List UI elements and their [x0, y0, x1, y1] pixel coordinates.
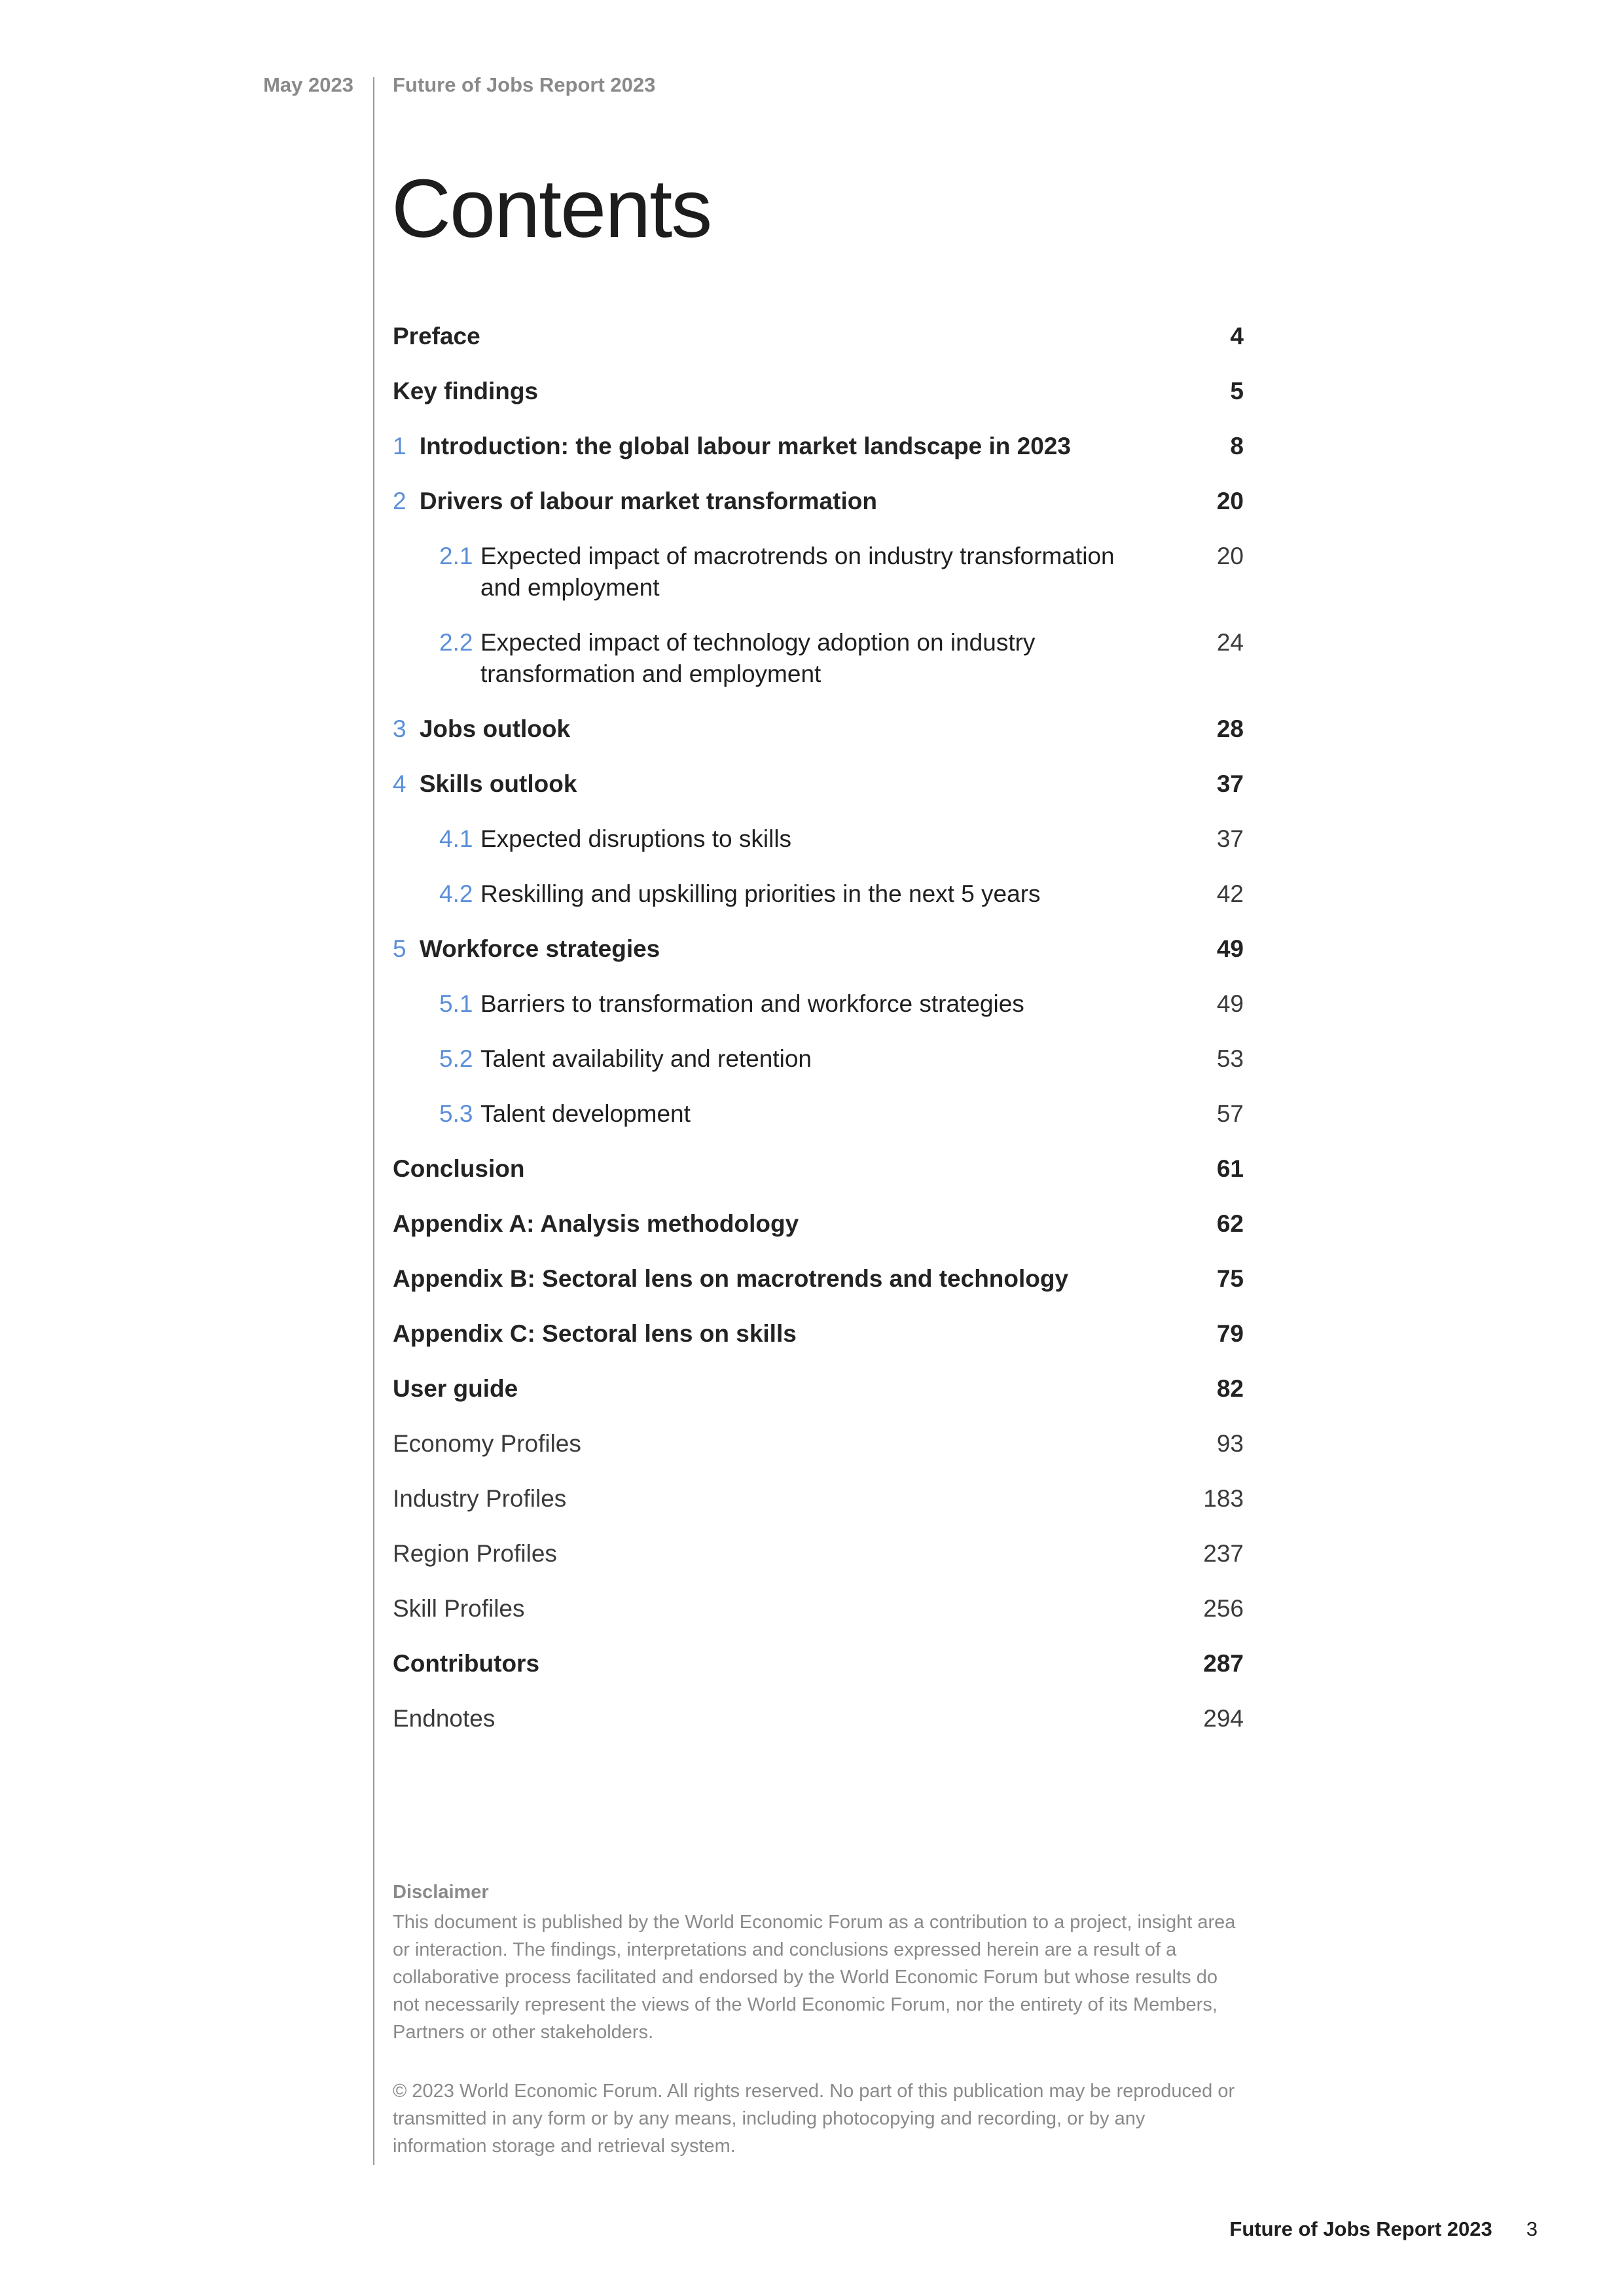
- toc-entry[interactable]: [393, 1208, 1244, 1240]
- toc-entry-text: [393, 823, 1146, 855]
- toc-entry-text: [393, 988, 1146, 1020]
- toc-entry-label: Appendix B: Sectoral lens on macrotrends and technology: [393, 1265, 1069, 1292]
- toc-entry[interactable]: [393, 1593, 1244, 1624]
- header-date: May 2023: [263, 73, 353, 96]
- toc-entry-label: Expected impact of technology adoption on industry transformation and employment: [480, 629, 1036, 687]
- toc-entry-label: Talent development: [480, 1100, 691, 1127]
- toc-entry-text: [393, 1703, 1146, 1734]
- toc-entry-text: [393, 1043, 1146, 1075]
- toc-entry[interactable]: [393, 1483, 1244, 1515]
- toc-entry-text: [393, 1483, 1146, 1515]
- toc-entry-text: [393, 933, 1146, 965]
- toc-entry-page: 82: [1216, 1375, 1244, 1402]
- toc-entry-page: 37: [1216, 770, 1244, 797]
- toc-entry-label: User guide: [393, 1375, 518, 1402]
- toc-entry-page: 237: [1203, 1540, 1244, 1567]
- toc-entry-page: 28: [1216, 715, 1244, 742]
- toc-entry[interactable]: [393, 988, 1244, 1020]
- toc-entry-number: 5: [393, 935, 406, 962]
- toc-entry[interactable]: [393, 321, 1244, 352]
- toc-entry[interactable]: [393, 376, 1244, 407]
- toc-entry[interactable]: [393, 933, 1244, 965]
- toc-entry-label: Skills outlook: [419, 770, 577, 797]
- toc-entry-text: [393, 1263, 1146, 1295]
- toc-entry-number: 2.1: [439, 543, 473, 569]
- toc-entry-page: 49: [1216, 990, 1244, 1017]
- toc-entry[interactable]: [393, 431, 1244, 462]
- toc-entry-page: 5: [1230, 378, 1244, 404]
- toc-entry-page: 20: [1216, 543, 1244, 569]
- toc-entry-page: 4: [1230, 323, 1244, 350]
- toc-entry[interactable]: [393, 1043, 1244, 1075]
- toc-entry-text: [393, 321, 1146, 352]
- disclaimer-heading: Disclaimer: [393, 1882, 489, 1903]
- header-report-title: Future of Jobs Report 2023: [393, 73, 656, 96]
- toc-entry-text: [393, 627, 1146, 690]
- toc-entry-page: 57: [1216, 1100, 1244, 1127]
- toc-entry-number: 3: [393, 715, 406, 742]
- toc-entry-text: [393, 1428, 1146, 1460]
- toc-entry-page: 256: [1203, 1595, 1244, 1622]
- toc-entry-label: Barriers to transformation and workforce strategies: [480, 990, 1024, 1017]
- toc-entry-number: 1: [393, 433, 406, 459]
- toc-entry-text: [393, 376, 1146, 407]
- toc-entry-label: Appendix A: Analysis methodology: [393, 1210, 799, 1237]
- toc-entry[interactable]: [393, 1703, 1244, 1734]
- toc-entry-text: [393, 541, 1146, 603]
- table-of-contents: [393, 321, 1244, 1758]
- page-title: Contents: [391, 162, 712, 255]
- toc-entry-label: Workforce strategies: [419, 935, 660, 962]
- toc-entry-number: 5.2: [439, 1045, 473, 1072]
- toc-entry[interactable]: [393, 1153, 1244, 1185]
- toc-entry[interactable]: [393, 1538, 1244, 1570]
- toc-entry-page: 8: [1230, 433, 1244, 459]
- toc-entry-label: Key findings: [393, 378, 539, 404]
- copyright-notice: © 2023 World Economic Forum. All rights reserved. No part of this publication may be reproduced or transmitted in any form or by any means, including photocopying and recording, or by any information storage and retrieval system.: [393, 2081, 1235, 2157]
- toc-entry-page: 53: [1216, 1045, 1244, 1072]
- toc-entry-text: [393, 1153, 1146, 1185]
- toc-entry[interactable]: [393, 486, 1244, 517]
- toc-entry-number: 4: [393, 770, 406, 797]
- toc-entry-page: 93: [1216, 1430, 1244, 1457]
- toc-entry-label: Conclusion: [393, 1155, 525, 1182]
- disclaimer-section: [393, 1882, 1244, 2160]
- toc-entry-page: 75: [1216, 1265, 1244, 1292]
- toc-entry[interactable]: [393, 1263, 1244, 1295]
- toc-entry-text: [393, 1593, 1146, 1624]
- toc-entry-label: Jobs outlook: [419, 715, 571, 742]
- toc-entry[interactable]: [393, 878, 1244, 910]
- toc-entry-text: [393, 1648, 1146, 1679]
- toc-entry[interactable]: [393, 1098, 1244, 1130]
- toc-entry-label: Drivers of labour market transformation: [419, 488, 877, 514]
- toc-entry-label: Expected impact of macrotrends on industry transformation and employment: [480, 543, 1115, 601]
- toc-entry-text: [393, 713, 1146, 745]
- toc-entry-text: [393, 1208, 1146, 1240]
- toc-entry-label: Skill Profiles: [393, 1595, 525, 1622]
- page-number: 3: [1526, 2217, 1538, 2240]
- toc-entry[interactable]: [393, 1373, 1244, 1405]
- toc-entry-label: Preface: [393, 323, 480, 350]
- toc-entry[interactable]: [393, 1428, 1244, 1460]
- toc-entry-label: Expected disruptions to skills: [480, 825, 792, 852]
- toc-entry-text: [393, 1373, 1146, 1405]
- page-footer: [1229, 2217, 1538, 2241]
- toc-entry-page: 61: [1216, 1155, 1244, 1182]
- toc-entry-number: 5.1: [439, 990, 473, 1017]
- toc-entry-label: Endnotes: [393, 1705, 496, 1732]
- toc-entry-label: Economy Profiles: [393, 1430, 581, 1457]
- toc-entry[interactable]: [393, 823, 1244, 855]
- toc-entry-page: 79: [1216, 1320, 1244, 1347]
- toc-entry-text: [393, 1318, 1146, 1350]
- toc-entry-page: 62: [1216, 1210, 1244, 1237]
- toc-entry[interactable]: [393, 627, 1244, 690]
- toc-entry-text: [393, 878, 1146, 910]
- toc-entry-text: [393, 431, 1146, 462]
- toc-entry-text: [393, 1538, 1146, 1570]
- toc-entry-text: [393, 486, 1146, 517]
- footer-report-title: Future of Jobs Report 2023: [1229, 2217, 1492, 2240]
- toc-entry-page: 37: [1216, 825, 1244, 852]
- toc-entry-page: 42: [1216, 880, 1244, 907]
- toc-entry-text: [393, 768, 1146, 800]
- toc-entry-page: 49: [1216, 935, 1244, 962]
- toc-entry-number: 2: [393, 488, 406, 514]
- toc-entry[interactable]: [393, 1318, 1244, 1350]
- toc-entry-text: [393, 1098, 1146, 1130]
- toc-entry-label: Contributors: [393, 1650, 540, 1677]
- toc-entry-label: Industry Profiles: [393, 1485, 567, 1512]
- toc-entry-number: 2.2: [439, 629, 473, 656]
- toc-entry-page: 294: [1203, 1705, 1244, 1732]
- toc-entry-page: 24: [1216, 629, 1244, 656]
- toc-entry-number: 5.3: [439, 1100, 473, 1127]
- toc-entry-label: Introduction: the global labour market landscape in 2023: [419, 433, 1071, 459]
- toc-entry-page: 20: [1216, 488, 1244, 514]
- toc-entry-label: Region Profiles: [393, 1540, 557, 1567]
- toc-entry[interactable]: [393, 1648, 1244, 1679]
- toc-entry-label: Reskilling and upskilling priorities in the next 5 years: [480, 880, 1041, 907]
- toc-entry[interactable]: [393, 768, 1244, 800]
- disclaimer-body: This document is published by the World Economic Forum as a contribution to a project, insight area or interaction. The findings, interpretations and conclusions expressed herein are a result of a collaborative process facilitated and endorsed by the World Economic Forum but whose results do not necessarily represent the views of the World Economic Forum, nor the entirety of its Members, Partners or other stakeholders.: [393, 1912, 1236, 2043]
- toc-entry-number: 4.1: [439, 825, 473, 852]
- toc-entry-page: 287: [1203, 1650, 1244, 1677]
- toc-entry-label: Appendix C: Sectoral lens on skills: [393, 1320, 797, 1347]
- toc-entry-label: Talent availability and retention: [480, 1045, 812, 1072]
- toc-entry-page: 183: [1203, 1485, 1244, 1512]
- vertical-divider: [373, 77, 374, 2165]
- toc-entry[interactable]: [393, 713, 1244, 745]
- toc-entry[interactable]: [393, 541, 1244, 603]
- toc-entry-number: 4.2: [439, 880, 473, 907]
